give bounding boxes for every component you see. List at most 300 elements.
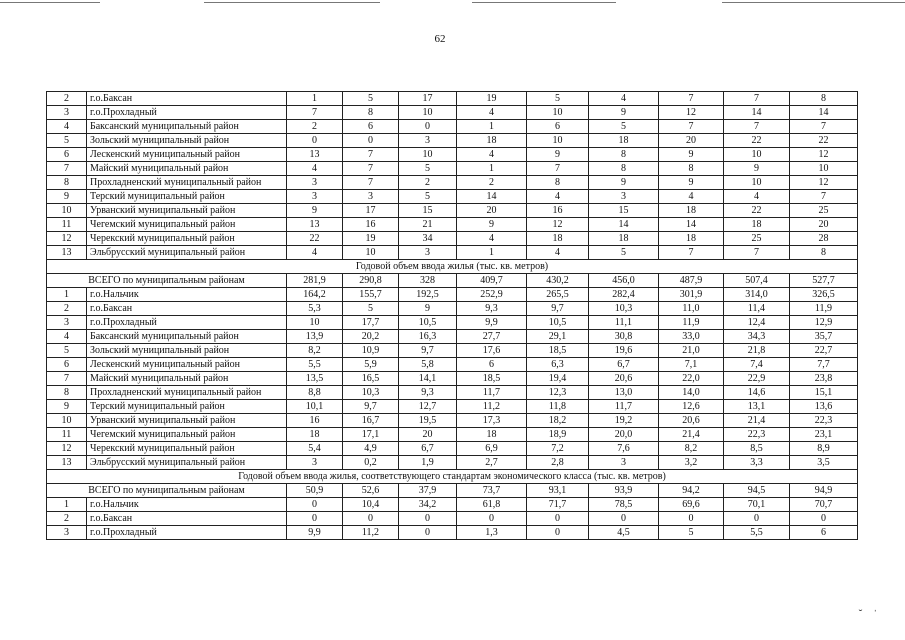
row-value: 5 xyxy=(659,526,724,540)
total-value: 507,4 xyxy=(724,274,790,288)
row-value: 11,9 xyxy=(659,316,724,330)
row-value: 7 xyxy=(659,120,724,134)
row-value: 7 xyxy=(343,148,399,162)
total-value: 487,9 xyxy=(659,274,724,288)
row-value: 14,1 xyxy=(399,372,457,386)
row-value: 8 xyxy=(343,106,399,120)
total-value: 52,6 xyxy=(343,484,399,498)
row-value: 8,2 xyxy=(287,344,343,358)
row-value: 6 xyxy=(457,358,527,372)
row-value: 18,5 xyxy=(527,344,589,358)
row-value: 35,7 xyxy=(790,330,858,344)
row-value: 8,5 xyxy=(724,442,790,456)
row-value: 18,2 xyxy=(527,414,589,428)
row-number: 13 xyxy=(47,246,87,260)
row-value: 33,0 xyxy=(659,330,724,344)
row-value: 3 xyxy=(399,134,457,148)
row-value: 12,7 xyxy=(399,400,457,414)
table-row xyxy=(47,358,858,372)
row-value: 7 xyxy=(724,120,790,134)
row-name: Чегемский муниципальный район xyxy=(87,428,287,442)
row-value: 14,0 xyxy=(659,386,724,400)
table-row xyxy=(47,92,858,106)
row-value: 282,4 xyxy=(589,288,659,302)
row-value: 8 xyxy=(527,176,589,190)
row-value: 164,2 xyxy=(287,288,343,302)
row-value: 22 xyxy=(724,204,790,218)
row-value: 9,9 xyxy=(457,316,527,330)
row-value: 13 xyxy=(287,218,343,232)
row-value: 28 xyxy=(790,232,858,246)
table-row xyxy=(47,302,858,316)
table-row xyxy=(47,106,858,120)
row-value: 70,1 xyxy=(724,498,790,512)
table-row xyxy=(47,386,858,400)
row-value: 20 xyxy=(457,204,527,218)
row-value: 9,3 xyxy=(457,302,527,316)
row-name: Баксанский муниципальный район xyxy=(87,120,287,134)
row-value: 7,7 xyxy=(790,358,858,372)
row-value: 3 xyxy=(287,176,343,190)
row-value: 10,1 xyxy=(287,400,343,414)
total-value: 328 xyxy=(399,274,457,288)
section-title-row xyxy=(47,260,858,274)
row-value: 23,8 xyxy=(790,372,858,386)
row-value: 22,7 xyxy=(790,344,858,358)
row-value: 4 xyxy=(724,190,790,204)
row-value: 314,0 xyxy=(724,288,790,302)
table-row xyxy=(47,330,858,344)
row-name: Прохладненский муниципальный район xyxy=(87,386,287,400)
row-value: 5 xyxy=(343,302,399,316)
row-number: 2 xyxy=(47,302,87,316)
row-value: 7 xyxy=(659,92,724,106)
row-value: 4 xyxy=(287,162,343,176)
row-value: 265,5 xyxy=(527,288,589,302)
row-value: 1,3 xyxy=(457,526,527,540)
header-rule-1 xyxy=(0,2,100,3)
row-value: 15 xyxy=(589,204,659,218)
row-name: Черекский муниципальный район xyxy=(87,442,287,456)
total-label: ВСЕГО по муниципальным районам xyxy=(47,484,287,498)
row-value: 13 xyxy=(287,148,343,162)
total-value: 409,7 xyxy=(457,274,527,288)
table-row xyxy=(47,148,858,162)
row-number: 1 xyxy=(47,288,87,302)
row-value: 0 xyxy=(589,512,659,526)
row-number: 7 xyxy=(47,162,87,176)
row-value: 3 xyxy=(589,456,659,470)
row-value: 10,5 xyxy=(399,316,457,330)
row-value: 13,9 xyxy=(287,330,343,344)
row-value: 10 xyxy=(527,134,589,148)
row-value: 5,4 xyxy=(287,442,343,456)
total-value: 281,9 xyxy=(287,274,343,288)
row-value: 11,8 xyxy=(527,400,589,414)
row-value: 4 xyxy=(527,246,589,260)
row-value: 71,7 xyxy=(527,498,589,512)
row-value: 9,3 xyxy=(399,386,457,400)
row-value: 19,5 xyxy=(399,414,457,428)
row-value: 9 xyxy=(724,162,790,176)
row-number: 10 xyxy=(47,414,87,428)
row-value: 12 xyxy=(659,106,724,120)
row-value: 0 xyxy=(399,120,457,134)
row-value: 10 xyxy=(287,316,343,330)
row-value: 12 xyxy=(527,218,589,232)
row-value: 14,6 xyxy=(724,386,790,400)
row-value: 15 xyxy=(399,204,457,218)
row-value: 3,5 xyxy=(790,456,858,470)
row-value: 18,5 xyxy=(457,372,527,386)
row-value: 0 xyxy=(790,512,858,526)
row-value: 7 xyxy=(790,120,858,134)
row-name: Баксанский муниципальный район xyxy=(87,330,287,344)
row-value: 69,6 xyxy=(659,498,724,512)
row-value: 34 xyxy=(399,232,457,246)
table-row xyxy=(47,372,858,386)
row-value: 4 xyxy=(457,148,527,162)
table-row xyxy=(47,246,858,260)
row-name: Лескенский муниципальный район xyxy=(87,358,287,372)
row-value: 2 xyxy=(457,176,527,190)
table-row xyxy=(47,120,858,134)
row-value: 14 xyxy=(659,218,724,232)
row-value: 0 xyxy=(287,498,343,512)
row-value: 11,7 xyxy=(457,386,527,400)
row-value: 9 xyxy=(659,176,724,190)
row-value: 17 xyxy=(399,92,457,106)
row-value: 0 xyxy=(457,512,527,526)
row-value: 10,3 xyxy=(589,302,659,316)
row-value: 5 xyxy=(343,92,399,106)
table-row xyxy=(47,526,858,540)
row-value: 21,0 xyxy=(659,344,724,358)
row-value: 16 xyxy=(343,218,399,232)
table-row xyxy=(47,288,858,302)
row-value: 6,9 xyxy=(457,442,527,456)
row-value: 18 xyxy=(659,204,724,218)
row-name: Зольский муниципальный район xyxy=(87,344,287,358)
table-row xyxy=(47,218,858,232)
row-value: 29,1 xyxy=(527,330,589,344)
row-value: 6,3 xyxy=(527,358,589,372)
row-value: 25 xyxy=(790,204,858,218)
row-value: 0 xyxy=(724,512,790,526)
total-value: 94,2 xyxy=(659,484,724,498)
row-value: 25 xyxy=(724,232,790,246)
row-value: 7 xyxy=(287,106,343,120)
row-value: 1 xyxy=(457,162,527,176)
row-value: 61,8 xyxy=(457,498,527,512)
row-value: 20,6 xyxy=(589,372,659,386)
row-number: 8 xyxy=(47,176,87,190)
table-row xyxy=(47,344,858,358)
header-rule-4 xyxy=(722,2,905,3)
row-value: 21,4 xyxy=(659,428,724,442)
row-value: 20 xyxy=(399,428,457,442)
row-value: 10,3 xyxy=(343,386,399,400)
row-value: 7 xyxy=(790,190,858,204)
total-value: 94,9 xyxy=(790,484,858,498)
row-name: Чегемский муниципальный район xyxy=(87,218,287,232)
row-value: 8 xyxy=(659,162,724,176)
total-value: 290,8 xyxy=(343,274,399,288)
row-value: 13,0 xyxy=(589,386,659,400)
row-value: 1 xyxy=(287,92,343,106)
row-value: 6 xyxy=(527,120,589,134)
row-value: 3 xyxy=(287,456,343,470)
row-number: 6 xyxy=(47,358,87,372)
row-value: 27,7 xyxy=(457,330,527,344)
row-value: 3 xyxy=(589,190,659,204)
total-value: 73,7 xyxy=(457,484,527,498)
row-number: 12 xyxy=(47,442,87,456)
row-number: 3 xyxy=(47,526,87,540)
row-value: 10 xyxy=(724,148,790,162)
row-value: 192,5 xyxy=(399,288,457,302)
row-value: 0 xyxy=(399,526,457,540)
table-row xyxy=(47,414,858,428)
row-value: 2 xyxy=(287,120,343,134)
header-rule-2 xyxy=(204,2,380,3)
row-value: 3 xyxy=(399,246,457,260)
row-value: 12,4 xyxy=(724,316,790,330)
row-value: 4 xyxy=(287,246,343,260)
row-value: 13,1 xyxy=(724,400,790,414)
row-number: 4 xyxy=(47,330,87,344)
row-number: 13 xyxy=(47,456,87,470)
table-row xyxy=(47,400,858,414)
row-value: 18 xyxy=(659,232,724,246)
table-row xyxy=(47,498,858,512)
row-value: 19,6 xyxy=(589,344,659,358)
row-value: 11,2 xyxy=(457,400,527,414)
table-row xyxy=(47,232,858,246)
total-value: 93,9 xyxy=(589,484,659,498)
row-value: 18 xyxy=(589,232,659,246)
row-value: 18 xyxy=(589,134,659,148)
row-value: 9,7 xyxy=(343,400,399,414)
row-number: 2 xyxy=(47,92,87,106)
row-value: 16,5 xyxy=(343,372,399,386)
row-value: 18,9 xyxy=(527,428,589,442)
row-value: 6 xyxy=(343,120,399,134)
row-value: 252,9 xyxy=(457,288,527,302)
row-value: 7 xyxy=(343,176,399,190)
row-value: 7 xyxy=(527,162,589,176)
total-row xyxy=(47,484,858,498)
row-value: 15,1 xyxy=(790,386,858,400)
row-value: 20 xyxy=(790,218,858,232)
row-value: 11,1 xyxy=(589,316,659,330)
row-value: 78,5 xyxy=(589,498,659,512)
row-value: 0,2 xyxy=(343,456,399,470)
row-number: 7 xyxy=(47,372,87,386)
row-name: Зольский муниципальный район xyxy=(87,134,287,148)
row-value: 10,5 xyxy=(527,316,589,330)
row-value: 16,3 xyxy=(399,330,457,344)
row-value: 10 xyxy=(343,246,399,260)
row-value: 9 xyxy=(527,148,589,162)
row-name: Черекский муниципальный район xyxy=(87,232,287,246)
row-value: 21 xyxy=(399,218,457,232)
row-value: 6,7 xyxy=(399,442,457,456)
row-value: 5 xyxy=(589,246,659,260)
row-value: 30,8 xyxy=(589,330,659,344)
row-value: 8 xyxy=(589,148,659,162)
row-value: 2,7 xyxy=(457,456,527,470)
row-value: 11,9 xyxy=(790,302,858,316)
row-value: 1 xyxy=(457,246,527,260)
table-row xyxy=(47,512,858,526)
row-value: 34,2 xyxy=(399,498,457,512)
row-value: 10 xyxy=(399,148,457,162)
row-value: 18 xyxy=(287,428,343,442)
row-value: 11,7 xyxy=(589,400,659,414)
row-value: 5,5 xyxy=(724,526,790,540)
row-name: Прохладненский муниципальный район xyxy=(87,176,287,190)
row-value: 12 xyxy=(790,176,858,190)
row-value: 20,6 xyxy=(659,414,724,428)
page-number: 62 xyxy=(434,33,446,45)
row-value: 17 xyxy=(343,204,399,218)
row-value: 0 xyxy=(343,512,399,526)
row-name: г.о.Нальчик xyxy=(87,288,287,302)
row-value: 5 xyxy=(589,120,659,134)
row-value: 16,7 xyxy=(343,414,399,428)
row-value: 9 xyxy=(399,302,457,316)
total-value: 94,5 xyxy=(724,484,790,498)
row-value: 18 xyxy=(457,134,527,148)
row-value: 22,3 xyxy=(724,428,790,442)
total-value: 456,0 xyxy=(589,274,659,288)
table-row xyxy=(47,442,858,456)
row-value: 21,8 xyxy=(724,344,790,358)
row-value: 19,2 xyxy=(589,414,659,428)
row-value: 4,9 xyxy=(343,442,399,456)
row-value: 9 xyxy=(659,148,724,162)
row-value: 9,7 xyxy=(527,302,589,316)
row-name: г.о.Баксан xyxy=(87,302,287,316)
row-number: 6 xyxy=(47,148,87,162)
housing-table xyxy=(46,91,858,540)
section-title: Годовой объем ввода жилья (тыс. кв. метров) xyxy=(47,260,858,274)
table-row xyxy=(47,134,858,148)
row-name: г.о.Прохладный xyxy=(87,526,287,540)
table-row xyxy=(47,162,858,176)
table-row xyxy=(47,316,858,330)
row-value: 22 xyxy=(724,134,790,148)
row-value: 3 xyxy=(287,190,343,204)
row-name: г.о.Баксан xyxy=(87,512,287,526)
row-value: 5,8 xyxy=(399,358,457,372)
row-value: 21,4 xyxy=(724,414,790,428)
row-value: 2,8 xyxy=(527,456,589,470)
row-value: 17,1 xyxy=(343,428,399,442)
row-value: 10 xyxy=(527,106,589,120)
row-value: 22,0 xyxy=(659,372,724,386)
row-value: 9 xyxy=(287,204,343,218)
row-number: 1 xyxy=(47,498,87,512)
row-name: Майский муниципальный район xyxy=(87,162,287,176)
row-value: 70,7 xyxy=(790,498,858,512)
row-name: г.о.Прохладный xyxy=(87,106,287,120)
row-value: 16 xyxy=(287,414,343,428)
row-value: 326,5 xyxy=(790,288,858,302)
row-number: 5 xyxy=(47,344,87,358)
row-value: 0 xyxy=(287,134,343,148)
row-value: 19 xyxy=(457,92,527,106)
row-value: 22 xyxy=(287,232,343,246)
row-value: 7,4 xyxy=(724,358,790,372)
row-value: 20,0 xyxy=(589,428,659,442)
row-value: 8 xyxy=(790,92,858,106)
row-value: 0 xyxy=(527,512,589,526)
table-row xyxy=(47,204,858,218)
row-number: 10 xyxy=(47,204,87,218)
row-number: 8 xyxy=(47,386,87,400)
row-value: 17,7 xyxy=(343,316,399,330)
row-value: 11,4 xyxy=(724,302,790,316)
row-value: 3,2 xyxy=(659,456,724,470)
row-value: 5,3 xyxy=(287,302,343,316)
row-value: 8 xyxy=(589,162,659,176)
row-name: Терский муниципальный район xyxy=(87,190,287,204)
row-value: 22,9 xyxy=(724,372,790,386)
row-name: Эльбрусский муниципальный район xyxy=(87,456,287,470)
row-value: 4 xyxy=(527,190,589,204)
row-value: 10 xyxy=(724,176,790,190)
row-value: 3,3 xyxy=(724,456,790,470)
row-value: 4 xyxy=(589,92,659,106)
row-value: 14 xyxy=(457,190,527,204)
row-value: 7 xyxy=(659,246,724,260)
row-value: 0 xyxy=(527,526,589,540)
section-title-row xyxy=(47,470,858,484)
row-value: 19 xyxy=(343,232,399,246)
row-value: 9,7 xyxy=(399,344,457,358)
row-value: 7,1 xyxy=(659,358,724,372)
row-value: 12,9 xyxy=(790,316,858,330)
row-value: 3 xyxy=(343,190,399,204)
row-value: 8,8 xyxy=(287,386,343,400)
row-value: 20 xyxy=(659,134,724,148)
row-number: 2 xyxy=(47,512,87,526)
row-value: 23,1 xyxy=(790,428,858,442)
table-body xyxy=(47,92,858,540)
row-value: 7,2 xyxy=(527,442,589,456)
row-name: Эльбрусский муниципальный район xyxy=(87,246,287,260)
row-value: 9 xyxy=(457,218,527,232)
row-value: 12 xyxy=(790,148,858,162)
row-value: 22,3 xyxy=(790,414,858,428)
row-value: 14 xyxy=(790,106,858,120)
row-value: 22 xyxy=(790,134,858,148)
row-value: 7 xyxy=(724,92,790,106)
row-value: 10,4 xyxy=(343,498,399,512)
row-value: 17,3 xyxy=(457,414,527,428)
row-name: Урванский муниципальный район xyxy=(87,414,287,428)
total-row xyxy=(47,274,858,288)
total-value: 430,2 xyxy=(527,274,589,288)
row-value: 8,2 xyxy=(659,442,724,456)
section-title: Годовой объем ввода жилья, соответствующего стандартам экономического класса (тыс. кв. метров) xyxy=(47,470,858,484)
row-value: 9,9 xyxy=(287,526,343,540)
row-value: 14 xyxy=(589,218,659,232)
row-name: г.о.Нальчик xyxy=(87,498,287,512)
row-value: 2 xyxy=(399,176,457,190)
